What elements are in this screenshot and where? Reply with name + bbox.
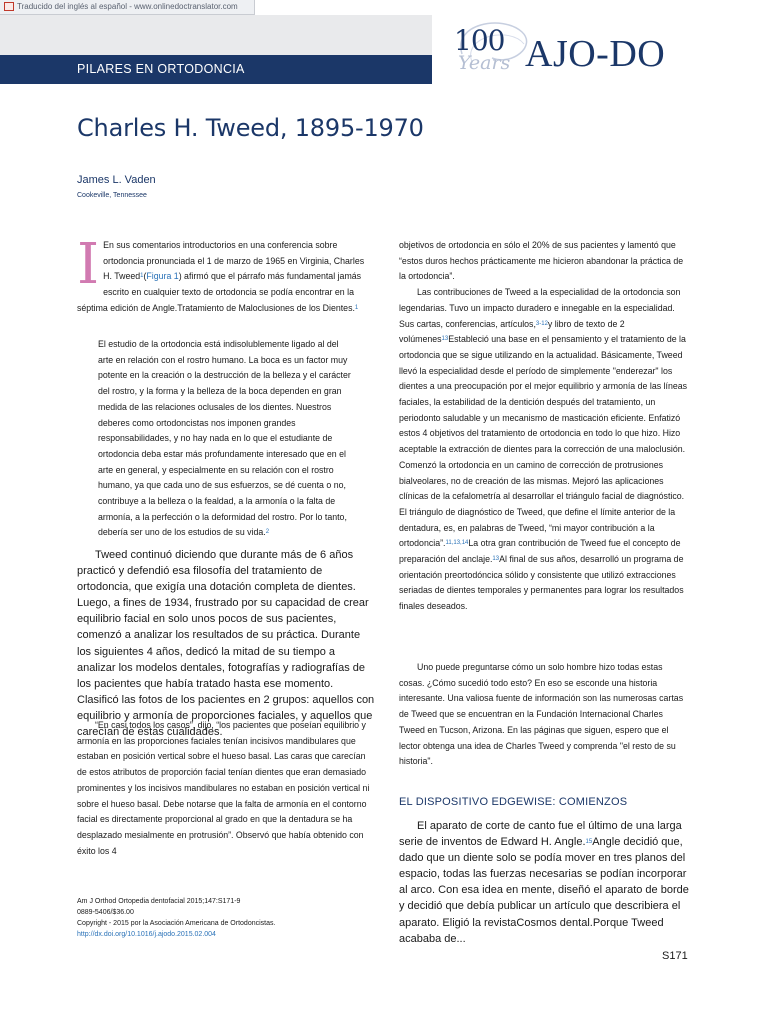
left-column [77,232,375,317]
article-title: Charles H. Tweed, 1895-1970 [77,114,424,142]
text: Al final de sus años, desarrolló un programa de orientación preortodóncica sólido y consistente que utilizó extracciones seriadas de dientes temporales y permanentes para lograr los resultados finales deseados. [399,554,684,612]
body-paragraph: Tweed continuó diciendo que durante más de 6 años practicó y defendió esa filosofía del tratamiento de ortodoncia, que exigía una dotación completa de dientes. Luego, a fines de 1934, frustrado por su capacidad de crear equilibrio facial en solo unos pocos de sus pacientes, comenzó a analizar los resultados de su práctica. Durante los siguientes 4 años, dedicó la mitad de su tiempo a analizar los modelos dentales, fotografías y radiografías de los pacientes que había tratado hasta ese momento. Clasificó las fotos de los pacientes en 2 grupos: aquellos con equilibrio y armonía de proporciones faciales, y aquellos que carecían de estas cualidades. [77,549,375,739]
ref-link[interactable]: 1 [140,273,144,280]
left-body-2 [77,718,375,859]
translator-bar[interactable] [0,0,255,15]
doi-link[interactable]: http://dx.doi.org/10.1016/j.ajodo.2015.02.004 [77,931,216,938]
intro-text-1: En sus comentarios introductorios en una conferencia sobre ortodoncia pronunciada el 1 de marzo de 1965 en Virginia, Charles H. Tweed [103,240,365,282]
text: El aparato de corte de canto fue el último de una larga serie de inventos de Edward H. Angle. [399,820,682,849]
logo-years: Years [458,52,511,74]
left-body [77,547,375,740]
ref-link[interactable]: 1 [354,304,359,311]
ref-link[interactable]: 13 [492,556,500,563]
quote-text [98,337,356,541]
copyright: Copyright - 2015 por la Asociación Americana de Ortodoncistas. [77,920,276,927]
ref-link[interactable]: 11,13,14 [445,540,469,547]
quote-body: El estudio de la ortodoncia está indisolublemente ligado al del arte en relación con el rostro humano. La boca es un factor muy potente en la creación o la destrucción de la belleza y el carácter del rostro, y la forma y la belleza de la boca dependen en gran medida de las relaciones oclusales de los dientes. Nuestros deberes como ortodoncistas nos imponen grandes responsabilidades, y no hay nada en lo que el estudiante de ortodoncia deba estar más profundamente interesado que en el arte en general, y especialmente en su relación con el rostro humano, ya que cada uno de sus esfuerzos, se dé cuenta o no, contribuye a la belleza o la fealdad, a la armonía o la falta de armonía, a la perfección o la deformidad del rostro. Por lo tanto, debería ser uno de los estudios de su vida. [98,339,351,538]
page-number: S171 [662,950,688,962]
author-affiliation: Cookeville, Tennessee [77,192,147,199]
text: Estableció una base en el pensamiento y el tratamiento de la ortodoncia que se sigue utilizando en la actualidad. Básicamente, Tweed llevó la especialidad desde el período de simplemente "enderezar" los dientes a una preocupación por el mejor equilibrio y armonía de las líneas faciales, la estabilidad de la dentición después del tratamiento, un periodonto saludable y un mecanismo de masticación eficiente. Enfatizó estos 4 objetivos del tratamiento de ortodoncia en todo lo que hizo. Hizo aceptable la extracción de dientes para la corrección de una maloclusión. Comenzó la ortodoncia en un camino de corrección de protrusiones bialveolares, no de creación de las mismas. Mejoró las aplicaciones clínicas de la cefalometría al desarrollar el triángulo facial de diagnóstico. El triángulo de diagnóstico de Tweed, que define el límite anterior de la dentadura, es, en palabras de Tweed, “mi mayor contribución a la ortodoncia”. [399,334,688,549]
ref-link[interactable]: 15 [585,839,593,846]
right-body-3 [399,818,689,947]
translator-bar-text[interactable]: Traducido del inglés al español - www.onlinedoctranslator.com [17,2,238,11]
body-paragraph: “En casi todos los casos”, dijo, “los pacientes que poseían equilibrio y armonía en las proporciones faciales tenían incisivos mandibulares que estaban en posición vertical sobre el hueso basal. Las caras que carecían de estos atributos de proporción facial tenían dientes que eran demasiado prominentes y los incisivos mandibulares no estaban en posición vertical ni sobre el hueso basal. Debe notarse que la falta de armonía en el contorno facial es directamente proporcional al grado en que la dentadura se ha desplazado mesialmente en protrusión”. Observó que había obtenido con éxito los 4 [77,720,370,856]
logo-brand: AJO-DO [525,33,666,75]
right-body-2 [399,660,689,770]
translate-icon [4,2,14,11]
author-name: James L. Vaden [77,174,156,186]
body-paragraph [399,818,689,947]
drop-cap: I [77,232,100,297]
text: La otra gran contribución de Tweed fue el concepto de preparación del anclaje. [399,538,681,565]
intro-text-2: ) afirmó que el párrafo más fundamental jamás escrito en cualquier texto de ortodoncia se podía encontrar en la séptima edición de Angle.Tratamiento de Maloclusiones de los Dientes. [77,271,362,313]
section-heading: EL DISPOSITIVO EDGEWISE: COMIENZOS [399,796,628,808]
text: Las contribuciones de Tweed a la especialidad de la ortodoncia son legendarias. Tuvo un impacto duradero e innegable en la especialidad. Sus cartas, conferencias, artículos, [399,287,681,329]
text: y libro de texto de 2 volúmenes [399,318,625,345]
ref-link[interactable]: 3-12 [535,320,548,327]
article-footer [77,896,375,940]
right-column [399,238,689,615]
paren: ( [143,271,147,282]
block-quote [98,337,356,541]
text: Angle decidió que, dado que un diente solo se podía mover en tres planos del espacio, todas las fuerzas necesarias se podían incorporar al arco. Con esa idea en mente, diseñó el aparato de borde y decidió que debía publicar un artículo que describiera el aparato. Eligió la revistaCosmos dental.Porque Tweed acababa de... [399,836,689,945]
logo-number: 100 [454,24,505,57]
journal-logo [432,14,768,86]
issn: 0889-5406/$36.00 [77,909,134,916]
body-paragraph: objetivos de ortodoncia en sólo el 20% de sus pacientes y lamentó que “estos duros hechos prácticamente me hicieron abandonar la práctica de la ortodoncia”. [399,240,684,282]
intro-paragraph [77,232,375,317]
ref-link[interactable]: 2 [265,529,270,536]
section-label: PILARES EN ORTODONCIA [77,62,245,76]
right-section [399,796,689,808]
body-paragraph [399,285,689,615]
ref-link[interactable]: 13 [441,336,449,343]
figure-link[interactable]: Figura 1 [146,271,179,282]
journal-citation: Am J Orthod Ortopedia dentofacial 2015;147:S171-9 [77,898,241,905]
body-paragraph: Uno puede preguntarse cómo un solo hombre hizo todas estas cosas. ¿Cómo sucedió todo esto? En eso se esconde una historia interesante. Una valiosa fuente de información son las numerosas cartas de Tweed que se encuentran en la Fundación Internacional Charles Tweed en Tucson, Arizona. En las páginas que siguen, espero que el lector obtenga una idea de Charles Tweed y comprenda "el resto de su historia". [399,662,684,767]
